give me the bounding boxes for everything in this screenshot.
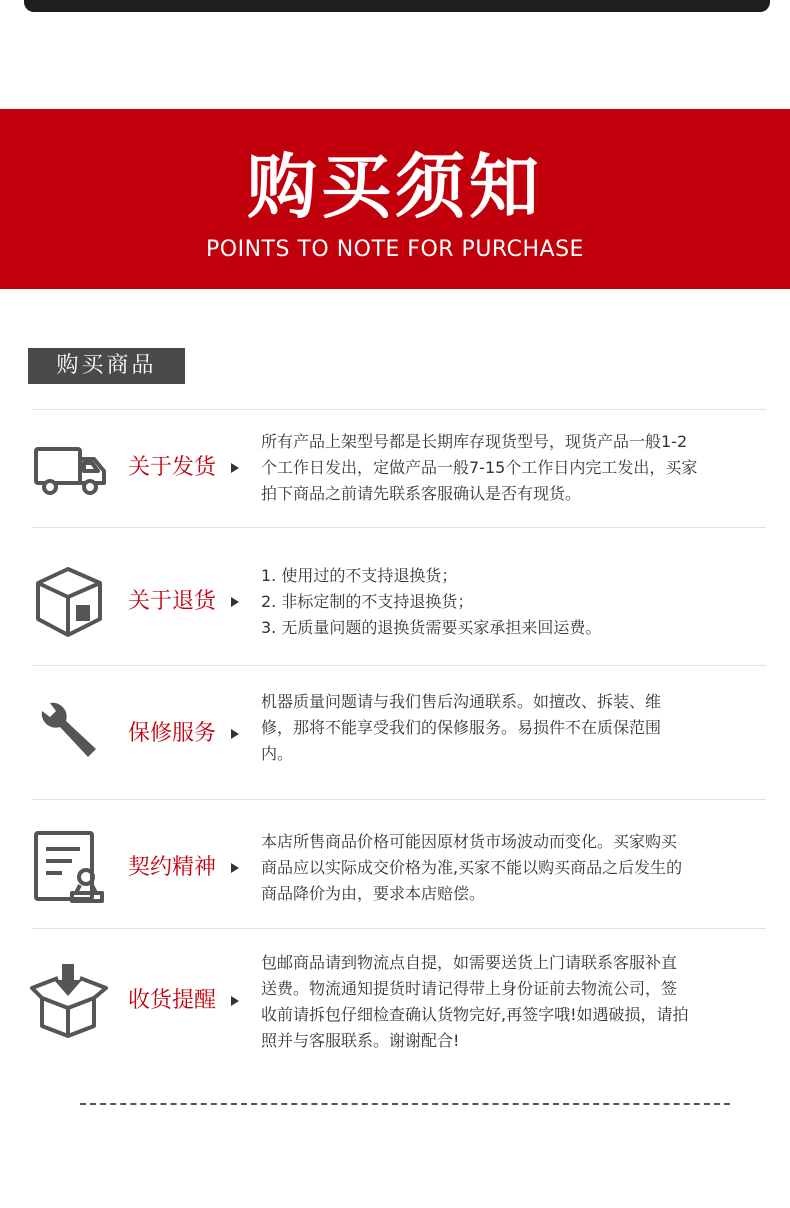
desc-line: 商品降价为由，要求本店赔偿。 <box>261 884 486 903</box>
desc-line: 个工作日发出，定做产品一般7-15个工作日内完工发出，买家 <box>261 458 698 477</box>
arrow-right-icon <box>231 863 239 873</box>
desc-line: 照并与客服联系。谢谢配合! <box>261 1031 460 1050</box>
desc-line: 机器质量问题请与我们售后沟通联系。如擅改、拆装、维 <box>261 692 662 711</box>
desc-receiving <box>261 950 773 1054</box>
dashed-divider <box>80 1103 730 1105</box>
label-returns: 关于退货 <box>128 589 217 614</box>
banner-subtitle: POINTS TO NOTE FOR PURCHASE <box>206 237 584 262</box>
desc-shipping <box>261 429 773 507</box>
label-contract: 契约精神 <box>128 855 217 880</box>
desc-line: 本店所售商品价格可能因原材货市场波动而变化。买家购买 <box>261 832 678 851</box>
info-row-contract <box>0 799 790 928</box>
info-row-returns <box>0 527 790 665</box>
receive-package-icon <box>28 960 110 1042</box>
desc-line: 收前请拆包仔细检查确认货物完好,再签字哦!如遇破损，请拍 <box>261 1005 689 1024</box>
desc-contract <box>261 829 773 907</box>
desc-line: 修，那将不能享受我们的保修服务。易损件不在质保范围 <box>261 718 662 737</box>
desc-line: 商品应以实际成交价格为准,买家不能以购买商品之后发生的 <box>261 858 683 877</box>
label-receiving: 收货提醒 <box>128 988 217 1013</box>
arrow-right-icon <box>231 729 239 739</box>
wrench-icon <box>28 691 110 773</box>
desc-line: 3. 无质量问题的退换货需要买家承担来回运费。 <box>261 618 602 637</box>
desc-line: 2. 非标定制的不支持退换货； <box>261 592 474 611</box>
return-box-icon <box>28 559 110 641</box>
desc-line: 1. 使用过的不支持退换货； <box>261 566 458 585</box>
desc-line: 拍下商品之前请先联系客服确认是否有现货。 <box>261 484 582 503</box>
section-tag: 购买商品 <box>28 348 185 384</box>
desc-warranty <box>261 689 773 767</box>
desc-line: 送费。物流通知提货时请记得带上身份证前去物流公司，签 <box>261 979 678 998</box>
arrow-right-icon <box>231 597 239 607</box>
info-row-receiving <box>0 928 790 1068</box>
top-dark-bar <box>24 0 770 12</box>
desc-line: 内。 <box>261 744 294 763</box>
purchase-notice-banner <box>0 109 790 289</box>
info-row-warranty <box>0 665 790 799</box>
label-warranty: 保修服务 <box>128 721 217 746</box>
banner-title: 购买须知 <box>247 146 543 228</box>
delivery-truck-icon <box>28 427 110 509</box>
desc-line: 所有产品上架型号都是长期库存现货型号，现货产品一般1-2 <box>261 432 688 451</box>
label-shipping: 关于发货 <box>128 455 217 480</box>
arrow-right-icon <box>231 996 239 1006</box>
desc-line: 包邮商品请到物流点自提，如需要送货上门请联系客服补直 <box>261 953 678 972</box>
contract-stamp-icon <box>28 827 110 909</box>
info-row-shipping <box>0 409 790 527</box>
arrow-right-icon <box>231 463 239 473</box>
desc-returns <box>261 563 773 641</box>
